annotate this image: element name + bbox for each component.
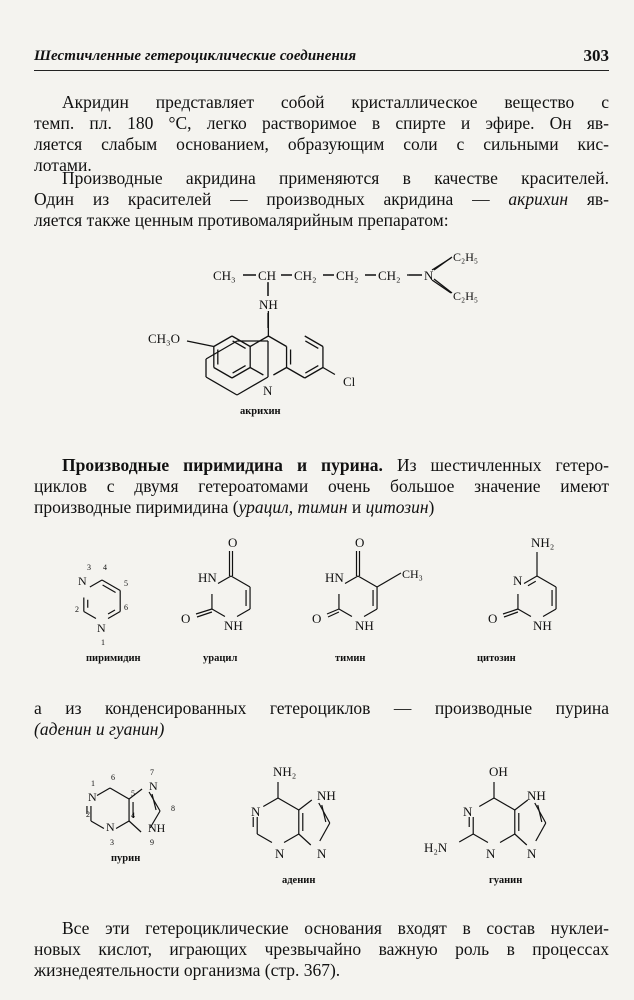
ring-bond bbox=[299, 834, 311, 845]
acridine-bond bbox=[273, 368, 286, 376]
purine-num-6: 6 bbox=[111, 773, 115, 782]
pyrimidine-num-5: 5 bbox=[124, 579, 128, 588]
caption-adenine: аденин bbox=[282, 875, 316, 886]
guanine-h2n: H₂N bbox=[424, 840, 448, 855]
ring-bond bbox=[91, 821, 104, 829]
text-line: циклов с двумя гетероатомами очень большое значение имеют bbox=[34, 476, 609, 496]
text-line: производные пиримидина ( bbox=[34, 497, 239, 517]
ring-bond bbox=[535, 803, 546, 823]
caption-guanine: гуанин bbox=[489, 875, 523, 886]
uracil-hn: HN bbox=[198, 570, 217, 585]
text-line: ) bbox=[428, 497, 435, 517]
guanine-n7: N bbox=[527, 846, 537, 861]
ring-bond bbox=[284, 834, 299, 843]
running-title: Шестичленные гетероциклические соединения bbox=[34, 48, 357, 64]
acrichine-n-amine: N bbox=[424, 268, 434, 283]
caption-uracil: урацил bbox=[203, 653, 238, 664]
adenine-nh2: NH₂ bbox=[273, 764, 297, 779]
amino-bond bbox=[459, 834, 473, 842]
acridine-bond bbox=[214, 368, 232, 379]
emphasis-cytosine: цитозин bbox=[365, 497, 429, 517]
acrichine-nh: NH bbox=[259, 297, 278, 312]
ring-bond bbox=[515, 834, 527, 845]
ring-bond bbox=[102, 580, 120, 591]
section-heading: Производные пиримидина и пурина. bbox=[62, 455, 383, 475]
caption-purine: пурин bbox=[111, 853, 141, 864]
ring-bond bbox=[218, 576, 231, 584]
ring-bond bbox=[543, 609, 556, 617]
ring-bond bbox=[263, 798, 278, 807]
acridine-bond bbox=[305, 368, 323, 379]
ring-bond bbox=[494, 798, 515, 810]
acrichine-methoxy: CH₃O bbox=[148, 331, 180, 346]
text-line: новых кислот, играющих чрезвычайно важную роль в процессах bbox=[34, 939, 609, 959]
ring-bond bbox=[90, 580, 102, 587]
ethyl-bond bbox=[434, 279, 452, 293]
pyrimidine-num-1: 1 bbox=[101, 638, 105, 647]
ring-bond bbox=[537, 576, 556, 587]
ring-bond bbox=[320, 823, 330, 841]
acridine-bond bbox=[250, 368, 263, 376]
text-line: ляется также ценным противомалярийным препаратом: bbox=[34, 210, 449, 230]
pyrimidine-num-3: 3 bbox=[87, 563, 91, 572]
text-line: Из шестичленных гетеро- bbox=[396, 455, 610, 475]
text-line: Один из красителей — производных акридина — bbox=[34, 189, 490, 209]
ring-bond bbox=[345, 576, 358, 584]
ring-bond bbox=[129, 821, 141, 832]
methoxy-bond bbox=[187, 341, 214, 347]
acridine-bond bbox=[232, 368, 250, 379]
pyrimidine-num-6: 6 bbox=[124, 603, 128, 612]
ring-bond bbox=[278, 798, 299, 810]
acrichine-ch3: CH₃ bbox=[213, 268, 236, 283]
caption-acrichine: акрихин bbox=[240, 406, 281, 417]
cytosine-structure bbox=[503, 552, 556, 617]
purine-num-3: 3 bbox=[110, 838, 114, 847]
ring-bond bbox=[358, 576, 377, 587]
adenine-n7: N bbox=[317, 846, 327, 861]
text-line: и bbox=[351, 497, 362, 517]
double-bond bbox=[528, 581, 536, 586]
acrichine-ring-n: N bbox=[263, 383, 273, 398]
cytosine-o-left: O bbox=[488, 611, 498, 626]
acrichine-ch: CH bbox=[258, 268, 277, 283]
thymine-nh: NH bbox=[355, 618, 374, 633]
ring-bond bbox=[473, 834, 488, 843]
acrichine-cl: Cl bbox=[343, 374, 356, 389]
ring-bond bbox=[536, 823, 546, 841]
ring-bond bbox=[149, 792, 160, 811]
purine-num-8: 8 bbox=[171, 804, 175, 813]
thymine-o-top: O bbox=[355, 535, 365, 550]
cytosine-nh2: NH₂ bbox=[531, 535, 555, 550]
page-number: 303 bbox=[583, 46, 609, 65]
text-line: Акридин представляет собой кристаллическое вещество с bbox=[62, 92, 609, 112]
double-bond bbox=[108, 610, 115, 614]
text-line: яв- bbox=[586, 189, 609, 209]
ring-bond bbox=[110, 788, 129, 799]
acrichine-ethyl-bottom: C₂H₅ bbox=[453, 289, 479, 303]
ring-bond bbox=[500, 834, 515, 843]
cytosine-nh: NH bbox=[533, 618, 552, 633]
ethyl-bond bbox=[434, 257, 452, 270]
acridine-bond bbox=[287, 368, 305, 379]
text-line: а из конденсированных гетероциклов — производные пурина bbox=[34, 698, 609, 718]
acrichine-structure bbox=[206, 258, 451, 395]
caption-cytosine: цитозин bbox=[477, 653, 516, 664]
ring-bond bbox=[97, 788, 110, 796]
guanine-oh: OH bbox=[489, 764, 508, 779]
ring-bond bbox=[84, 612, 96, 619]
ring-bond bbox=[364, 609, 377, 617]
cytosine-n: N bbox=[513, 573, 523, 588]
ring-bond bbox=[339, 609, 352, 617]
purine-num-9: 9 bbox=[150, 838, 154, 847]
acridine-bond bbox=[268, 336, 286, 347]
text-line: ляется слабым основанием, образующим соли с сильными кис- bbox=[34, 134, 609, 154]
purine-n1: N bbox=[88, 790, 97, 804]
thymine-o-left: O bbox=[312, 611, 322, 626]
ring-bond bbox=[299, 800, 312, 810]
emphasis-uracil-thymine: урацил, тимин bbox=[238, 497, 348, 517]
purine-num-4: 4 bbox=[131, 811, 135, 820]
text-line: Все эти гетероциклические основания входят в состав нуклеи- bbox=[62, 918, 609, 938]
purine-num-5: 5 bbox=[131, 789, 135, 798]
uracil-nh: NH bbox=[224, 618, 243, 633]
uracil-o-top: O bbox=[228, 535, 238, 550]
pyrimidine-n1: N bbox=[97, 621, 106, 635]
purine-num-1: 1 bbox=[91, 779, 95, 788]
pyrimidine-n3: N bbox=[78, 574, 87, 588]
ring-bond bbox=[518, 609, 531, 617]
caption-pyrimidine: пиримидин bbox=[86, 653, 141, 664]
pyrimidine-num-4: 4 bbox=[103, 563, 107, 572]
ring-bond bbox=[212, 609, 225, 617]
acridine-bond bbox=[305, 336, 323, 347]
caption-thymine: тимин bbox=[335, 653, 366, 664]
pyrimidine-num-2: 2 bbox=[75, 605, 79, 614]
pyrimidine-structure bbox=[84, 580, 120, 619]
methyl-bond bbox=[377, 573, 401, 587]
acrichine-ch2-b: CH₂ bbox=[336, 268, 359, 283]
purine-n7: N bbox=[149, 779, 158, 793]
text-line: лотами. bbox=[34, 155, 92, 175]
text-line: темп. пл. 180 °С, легко растворимое в спирте и эфире. Он яв- bbox=[34, 113, 609, 133]
chloro-bond bbox=[323, 368, 335, 375]
guanine-nh: NH bbox=[527, 788, 546, 803]
ring-bond bbox=[319, 803, 330, 823]
ring-bond bbox=[257, 834, 272, 843]
adenine-n1: N bbox=[251, 804, 261, 819]
ring-bond bbox=[515, 800, 528, 810]
purine-nh9: NH bbox=[148, 821, 166, 835]
acrichine-ethyl-top: C₂H₅ bbox=[453, 250, 479, 264]
text-line: Производные акридина применяются в качестве красителей. bbox=[62, 168, 609, 188]
purine-n3: N bbox=[106, 820, 115, 834]
ring-bond bbox=[231, 576, 250, 587]
ring-bond bbox=[479, 798, 494, 807]
adenine-n3: N bbox=[275, 846, 285, 861]
acrichine-ch2-c: CH₂ bbox=[378, 268, 401, 283]
uracil-o-left: O bbox=[181, 611, 191, 626]
acrichine-ch2-a: CH₂ bbox=[294, 268, 317, 283]
thymine-ch3: CH₃ bbox=[402, 567, 423, 581]
emphasis-acrichine: акрихин bbox=[508, 189, 569, 209]
ring-bond bbox=[116, 821, 129, 829]
adenine-nh: NH bbox=[317, 788, 336, 803]
emphasis-adenine-guanine: (аденин и гуанин) bbox=[34, 719, 165, 739]
guanine-n3: N bbox=[486, 846, 496, 861]
text-line: жизнедеятельности организма (стр. 367). bbox=[34, 960, 341, 980]
purine-num-7: 7 bbox=[150, 768, 154, 777]
ring-bond bbox=[524, 576, 537, 584]
thymine-hn: HN bbox=[325, 570, 344, 585]
guanine-n1: N bbox=[463, 804, 473, 819]
purine-num-2: 2 bbox=[86, 810, 90, 819]
ring-bond bbox=[237, 609, 250, 617]
